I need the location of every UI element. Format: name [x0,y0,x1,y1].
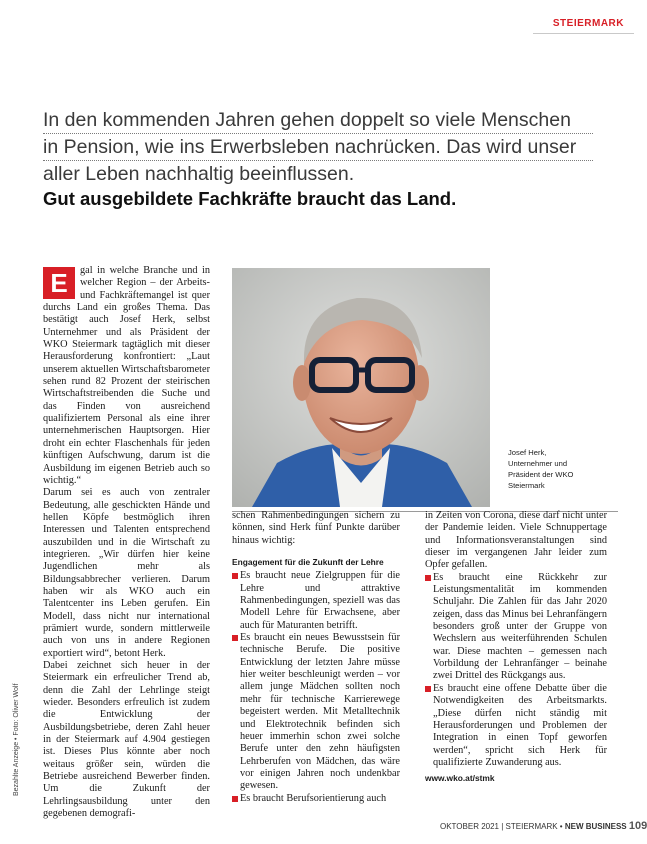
dropcap: E [43,267,75,299]
section-rule [533,33,634,34]
subheading: Engagement für die Zukunft der Lehre [232,557,384,568]
caption-name: Josef Herk, [508,448,547,457]
paragraph: schen Rahmenbedingungen sichern zu können, sind Herk fünf Punkte darüber hinaus wichtig: [232,510,400,546]
article-column-2 [232,510,400,805]
website-link[interactable]: www.wko.at/stmk [425,773,495,784]
footer-separator: | [501,822,504,831]
page-number: 109 [628,820,647,832]
paragraph: Dabei zeichnet sich heuer in der Steiermark ein erfreulicher Trend ab, denn die Zahl der Lehrlinge steigt wieder. Besonders erfreulich ist zudem die Entwicklung der Ausbildungsbetriebe, deren Zahl heuer in der Steiermark auf 4.904 gestiegen ist. Dieses Plus könnte aber noch weitaus größer sein, würden die Betriebe ausreichend Bewerber finden. Um die Zukunft der Lehrlingsausbildung unter den gegebenen demografi- [43,660,210,820]
page-footer [440,820,647,832]
headline: Gut ausgebildete Fachkräfte braucht das Land. [43,188,457,209]
bullet-item: Es braucht neue Zielgruppen für die Lehre und attraktive Rahmenbedingungen, speziell was das Modell Lehre für Erwachsene, aber auch für Maturanten betrifft. [232,570,400,632]
caption-role: Unternehmer und [508,459,568,468]
portrait-image [232,268,490,507]
bullet-item: Es braucht eine offene Debatte über die Notwendigkeiten des Arbeitsmarkts. „Diese dürfen nicht ständig mit Herausforderungen und Problemen der Integration in einen Topf geworfen werden“, spricht sich Herk für qualifizierte Zuwanderung aus. [425,683,607,769]
footer-magazine: NEW BUSINESS [564,822,627,831]
article-column-3 [425,510,607,785]
paragraph: in Zeiten von Corona, diese darf nicht unter der Pandemie leiden. Viele Schnuppertage und Informationsveranstaltungen sind dieser im vergangenen Jahr leider zum Opfer gefallen. [425,510,607,571]
caption-role: Präsident der WKO [508,470,574,479]
article-column-1 [43,265,210,820]
bullet-item: Es braucht ein neues Bewusstsein für technische Berufe. Die positive Entwicklung der letzten Jahre müsse hier weiter beschleunigt werden – vor allem junge Mädchen sollten noch mehr für technische Karrierewege begeistert werden. Mit Metalltechnik und Elektrotechnik befinden sich heuer immerhin schon zwei solche Berufe unter den zehn häufigsten Lehrberufen von Mädchen, das wäre vor einigen Jahren noch undenkbar gewesen. [232,632,400,792]
footer-date: OKTOBER 2021 [440,822,499,831]
intro-line-3: aller Leben nachhaltig beeinflussen. [43,163,355,185]
paragraph: Darum sei es auch von zentraler Bedeutung, alle geschickten Hände und hellen Köpfe bestmöglich ihren Interessen und Talenten entsprechend auszubilden und in die Wirtschaft zu integrieren. „Wir dürfen hier keine Jugendlichen mehr als Bildungsabbrecher verlieren. Darum haben wir als WKO auch ein Talentcenter ins Leben gerufen. Ein Modell, dass nicht nur international prämiert wurde, sondern mittlerweile auch von uns in andere Regionen exportiert wird“, betont Herk. [43,487,210,659]
section-tag: STEIERMARK [552,18,624,29]
footer-bullet: • [559,822,563,831]
intro-line-1: In den kommenden Jahren gehen doppelt so viele Menschen [43,107,593,134]
photo-credit: Bezahlte Anzeige • Foto: Oliver Wolf [13,683,20,796]
intro-text [43,107,593,187]
bullet-item: Es braucht Berufsorientierung auch [232,793,400,805]
caption-role: Steiermark [508,481,545,490]
paragraph: gal in welche Branche und in welcher Region – der Arbeits- und Fachkräftemangel ist quer durchs Land ein großes Thema. Das bestätigt auch Josef Herk, selbst Unternehmer und als Präsident der WKO Steiermark tagtäglich mit dieser Herausforderung konfrontiert: „Laut unserem aktuellen Wirtschaftsbarometer sehen rund 82 Prozent der steirischen Wirtschaftstreibenden die Suche und das Finden von ausreichend qualifiziertem Personal als eine ihrer unternehmerischen Hauptsorgen. Hier droht ein echter Flaschenhals für jeden künftigen Aufschwung, darum ist die Ausbildung im eigenen Betrieb auch so wichtig.“ [43,265,210,486]
photo-caption [508,447,618,491]
intro-line-2: in Pension, wie ins Erwerbsleben nachrücken. Das wird unser [43,134,593,161]
footer-section: STEIERMARK [505,822,558,831]
portrait-photo [232,268,490,507]
bullet-item: Es braucht eine Rückkehr zur Leistungsmentalität im kommenden Schuljahr. Die Zahlen für das Jahr 2020 zeigen, dass das Minus bei Lehranfängern besonders groß unter der Gruppe von Wechslern aus weiterführenden Schulen war. Diese machten – gemessen nach Vorbildung der Lehranfänger – beinahe zwei Drittel des Rückgangs aus. [425,572,607,683]
